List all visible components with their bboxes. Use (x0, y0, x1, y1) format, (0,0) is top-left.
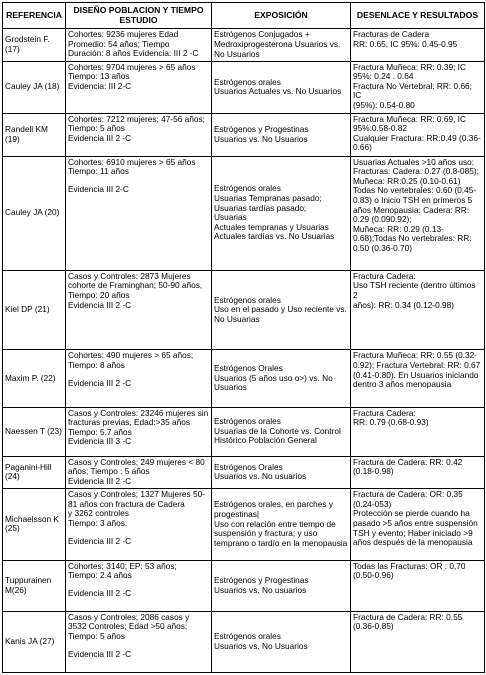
exposure-line: Usuarios vs. No Usuarios (214, 640, 308, 651)
exposure-line: Actuales tardías vs. No Usuarias (214, 231, 335, 242)
exposure-cell (212, 456, 351, 489)
design-cell (66, 270, 212, 350)
exposure-line: Uso con relación entre tiempo de suspensión y fractura; y uso temprano o tardío en la menopausia (214, 518, 348, 548)
outcome-line: Protección se pierde cuando ha pasado >5 años entre suspensión TSH y evento; Haber iniciado >9 años después de la menopausia (353, 508, 478, 548)
design-line: Casos y Controles; 1327 Mujeres 50-81 años con fractura de Cadera (68, 489, 205, 509)
design-cell (66, 113, 212, 156)
exposure-line: Actuales tempranas y Usuarias (214, 221, 329, 232)
table-row (3, 489, 485, 560)
outcome-line: Fractura Cadera: (353, 270, 416, 281)
reference-cell: Paganini-Hill (24) (3, 456, 66, 489)
outcome-cell (351, 113, 485, 156)
design-line: Tiempo: 5 años (68, 123, 125, 134)
evidence-level: Evidencia III 2 -C (68, 377, 132, 388)
exposure-cell (212, 350, 351, 407)
exposure-line: Uso en el pasado y Uso reciente vs. No Usuarias (214, 304, 347, 324)
exposure-line: Estrógenos orales (214, 76, 281, 87)
design-cell (66, 560, 212, 611)
exposure-cell (212, 29, 351, 62)
design-line: Evidencia III 2 -C (68, 132, 132, 143)
reference-cell: Cauley JA (18) (3, 61, 66, 113)
outcome-line: Usuarias Actuales >10 años uso: Fracturas: Cadera: 0.27 (0.8-085); (353, 156, 479, 177)
table-row (3, 113, 485, 156)
design-line: Cohortes: 6910 mujeres > 65 años (68, 156, 196, 167)
design-line: Duración: 8 años Evidencia: III 2 -C (68, 48, 199, 59)
design-line: Tiempo: 8 años (68, 360, 125, 371)
design-cell (66, 29, 212, 62)
exposure-cell (212, 156, 351, 270)
design-cell (66, 407, 212, 456)
design-line: Tiempo: 5 años (68, 630, 125, 641)
header-reference: REFERENCIA (3, 3, 66, 29)
exposure-line: Estrógenos orales (214, 183, 281, 194)
design-line: Tiempo: 5.7 años (68, 426, 132, 437)
exposure-line: Estrógenos y Progestinas (214, 575, 309, 586)
outcome-line: Muñeca: RR:0.25 (0.10-0.61) (353, 175, 461, 186)
exposure-line: Estrógenos y Progestinas (214, 124, 309, 134)
exposure-line: Usuarios (5 años uso o>) vs. No Usuarios (214, 372, 333, 393)
exposure-line: Estrógenos orales, en parches y progestinas| (214, 499, 333, 520)
reference-cell: Naessen T (23) (3, 407, 66, 456)
header-exposure: EXPOSICIÓN (212, 3, 351, 29)
reference-cell: Kiel DP (21) (3, 270, 66, 350)
exposure-line: Usuarios vs. No usuarios (214, 471, 307, 482)
outcome-line: Fractura Muñeca: RR: 0.39; IC 95%: 0.24 . 0.64 (353, 61, 466, 82)
exposure-line: Estrógenos Orales (214, 461, 283, 472)
exposure-cell (212, 560, 351, 611)
reference-cell: Cauley JA (20) (3, 156, 66, 270)
reference-cell: Randell KM (19) (3, 113, 66, 156)
exposure-line: Usuarios vs. No Usuarios (214, 133, 308, 144)
table-row (3, 407, 485, 456)
outcome-line: (95%): 0.54-0.80 (353, 100, 415, 111)
design-line: Casos y Controles: 23246 mujeres sin fracturas previas, Edad:>35 años (68, 407, 209, 428)
design-line: Evidencia: III 2-C (68, 80, 132, 91)
outcome-cell (351, 456, 485, 489)
table-row (3, 560, 485, 611)
reference-cell: Maxim P. (22) (3, 350, 66, 407)
design-line: Tiempo: 13 años (68, 71, 130, 82)
design-line: Evidencia III 2 -C (68, 475, 132, 486)
outcome-line: Fracturas de Cadera (353, 29, 430, 39)
outcome-cell (351, 29, 485, 62)
design-line: Casos y Controles; 249 mujeres < 80 años; Tiempo : 5 años (68, 456, 205, 477)
exposure-cell (212, 407, 351, 456)
design-line: Cohortes; 3140; EP: 53 años; (68, 560, 177, 571)
outcome-line: Uso TSH reciente (dentro últimos 2 (353, 280, 476, 301)
exposure-cell (212, 270, 351, 350)
design-line: Tiempo: 11 años (68, 166, 129, 177)
evidence-level: Evidencia III 2 -C (68, 535, 132, 546)
table-row (3, 611, 485, 672)
exposure-cell (212, 113, 351, 156)
outcome-cell (351, 270, 485, 350)
design-line: Cohortes: 9236 mujeres Edad (68, 29, 179, 39)
design-cell (66, 489, 212, 560)
outcome-line: Fractura Cadera: (353, 407, 416, 418)
reference-cell: Michaelsson K (25) (3, 489, 66, 560)
evidence-table (2, 2, 485, 673)
design-cell (66, 61, 212, 113)
table-row (3, 29, 485, 62)
table-row (3, 270, 485, 350)
evidence-level: Evidencia III 2 -C (68, 648, 132, 659)
outcome-cell (351, 61, 485, 113)
outcome-line: Fractura de Cadera: RR: 0.42 (0.18-0.98) (353, 456, 463, 477)
outcome-cell (351, 350, 485, 407)
outcome-line: Fractura Muñeca: RR: 0.69, IC 95%:0.58-0.82 (353, 113, 466, 134)
exposure-line: Estrógenos Conjugados + (214, 29, 310, 40)
design-line: Evidencia III 3 -C (68, 436, 132, 447)
exposure-line: Estrógenos orales (214, 294, 281, 305)
design-cell (66, 456, 212, 489)
exposure-line: Estrógenos orales (214, 416, 281, 427)
outcome-cell (351, 560, 485, 611)
exposure-line: Usuarias Tempranas pasado; (214, 193, 322, 203)
outcome-line: Cualquier Fractura: RR:0.49 (0.36-0.66) (353, 132, 481, 153)
outcome-line: RR: 0.65; IC 95%: 0.45-0.95 (353, 38, 458, 49)
exposure-line: Estrógenos Orales (214, 363, 283, 374)
outcome-line: Fractura de Cadera: RR: 0.55 (0.36-0.85) (353, 611, 463, 632)
design-line: Casos y Controles: 2873 Mujeres cohorte de Framinghan; 50-90 años, Tiempo: 20 años (68, 270, 203, 301)
exposure-line: Medroxiprogesterona Usuarios vs. No Usuarios (214, 39, 341, 59)
outcome-line: Fractura de Cadera: OR: 0.35 (0.24-053) (353, 489, 463, 509)
design-cell (66, 350, 212, 407)
reference-cell: Kanis JA (27) (3, 611, 66, 672)
reference-cell: Grodstein F. (17) (3, 29, 66, 62)
header-outcome: DESENLACE Y RESULTADOS (351, 3, 485, 29)
outcome-line: años): RR: 0.34 (0.12-0.98) (353, 299, 454, 310)
table-row (3, 350, 485, 407)
design-line: Cohortes: 7212 mujeres; 47-56 años; (68, 113, 205, 124)
evidence-level: Evidencia III 2 -C (68, 587, 132, 598)
design-line: Tiempo: 3 años. (68, 518, 128, 529)
header-design: DISEÑO POBLACION Y TIEMPO ESTUDIO (66, 3, 212, 29)
outcome-line: Fractura Muñeca: RR: 0.55 (0.32-0.92); Fractura Vertebral: RR: 0.67 (0.41-0.80). En Usuarios iniciando dentro 3 años menopausia (353, 350, 481, 390)
outcome-cell (351, 407, 485, 456)
table-row (3, 61, 485, 113)
exposure-line: Usuarias (214, 212, 247, 223)
design-line: Tiempo: 2.4 años (68, 570, 132, 581)
design-line: Cohortes: 490 mujeres > 65 años; (68, 350, 194, 361)
outcome-line: Todas las Fracturas: OR : 0,70 (0.50-0.96) (353, 560, 466, 581)
design-line: Casos y Controles; 2086 casos y 3532 Controles; Edad >50 años; (68, 611, 190, 632)
design-cell (66, 156, 212, 270)
outcome-cell (351, 611, 485, 672)
reference-cell: Tuppurainen M(26) (3, 560, 66, 611)
table-row (3, 156, 485, 270)
table-row (3, 456, 485, 489)
exposure-cell (212, 611, 351, 672)
outcome-line: Muñeca: RR: 0.29 (0.13-0.68);Todas No vertebrales: RR: 0.50 (0.36-0.70) (353, 223, 472, 253)
exposure-line: Usuarias de la Cohorte vs. Control Histórico Población General (214, 425, 341, 446)
outcome-cell (351, 489, 485, 560)
exposure-line: Estrógenos orales (214, 631, 281, 642)
design-line: y 3262 controles (68, 508, 129, 519)
design-line: Cohortes: 9704 mujeres > 65 años (68, 61, 196, 72)
evidence-level: Evidencia III 2-C (68, 183, 129, 194)
exposure-cell (212, 489, 351, 560)
exposure-line: Usuarios vs. No usuarios (214, 584, 307, 595)
design-line: Evidencia III 2 -C (68, 299, 132, 310)
exposure-line: Usuarios Actuales vs. No Usuarios (214, 86, 342, 97)
outcome-line: Fractura No Vertebral: RR: 0.66; IC (353, 80, 472, 101)
design-cell (66, 611, 212, 672)
exposure-cell (212, 61, 351, 113)
exposure-line: Usuarias tardías pasado; (214, 202, 307, 213)
outcome-line: Todas No vertebrales: 0.60 (0.45-0.83) o Inicio TSH en primeros 5 años Menopausia: Cadera: RR: 0.29 (0.090.92); (353, 185, 477, 225)
outcome-line: RR: 0.79 (0.68-0.93) (353, 417, 429, 428)
design-line: Promedio: 54 años; Tiempo (68, 38, 170, 49)
outcome-cell (351, 156, 485, 270)
header-row (3, 3, 485, 29)
